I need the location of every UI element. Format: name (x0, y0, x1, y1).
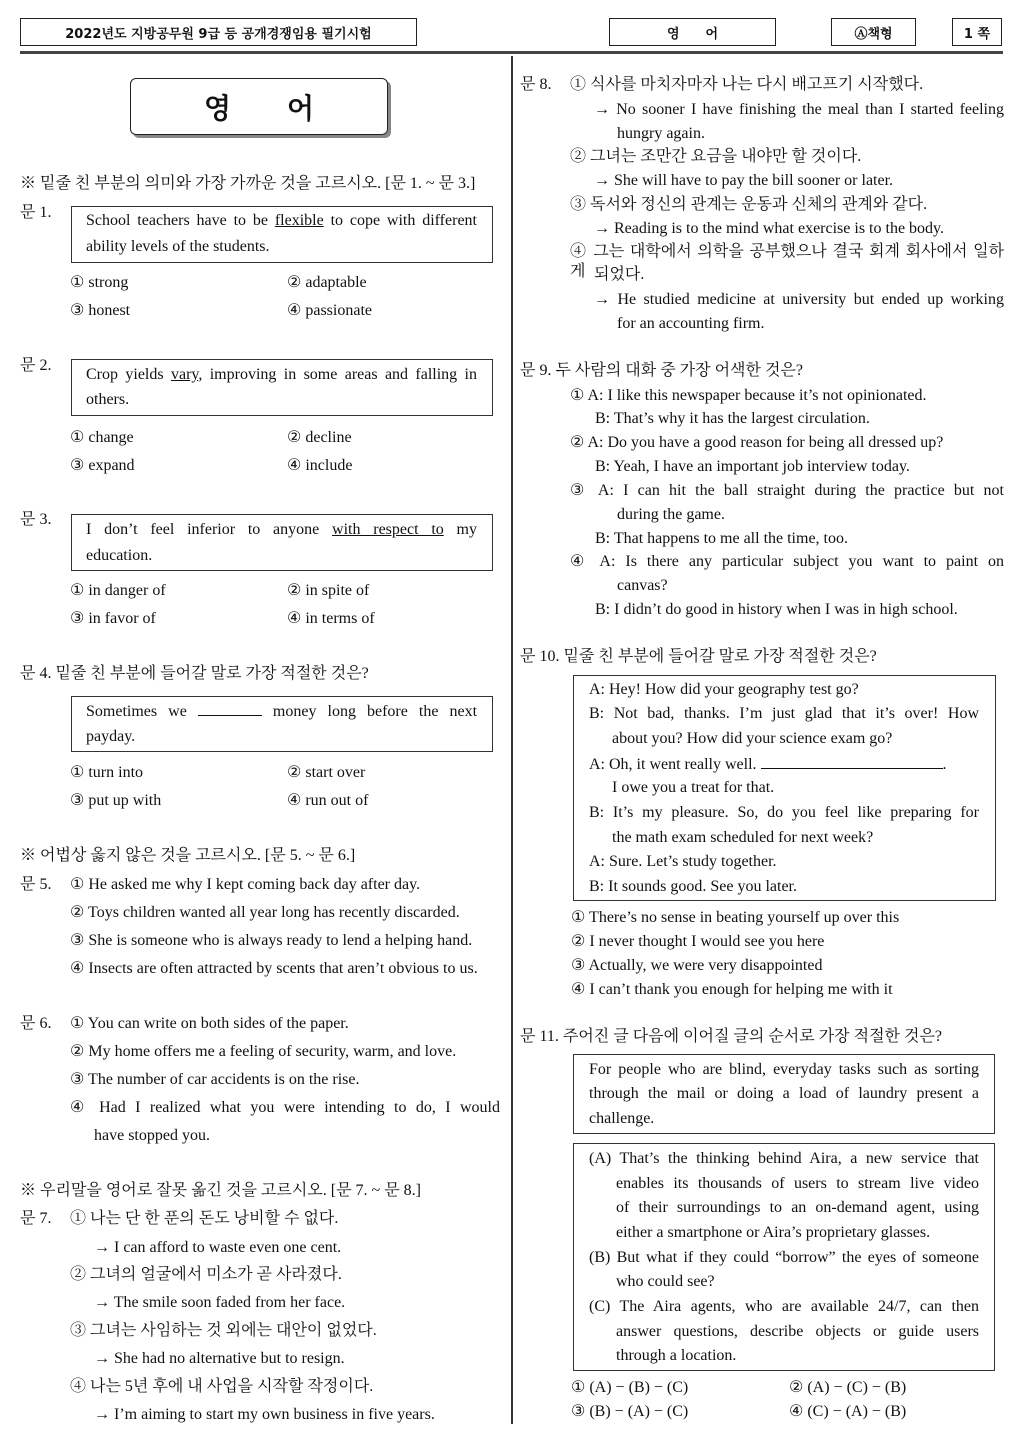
passage-line: challenge. (589, 1110, 655, 1127)
q3-option-3[interactable]: ③ in favor of (70, 610, 156, 627)
q7-option-3-english: → She had no alternative but to resign. (94, 1350, 345, 1367)
q9-option-1-b: B: That’s why it has the largest circulation. (595, 410, 870, 427)
q9-header: 문 9. 두 사람의 대화 중 가장 어색한 것은? (520, 362, 803, 379)
dialogue-line: B: Not bad, thanks. I’m just glad that it’s over! How (589, 705, 979, 722)
q2-line1: Crop yields vary, improving in some areas and falling in (86, 366, 478, 383)
dialogue-line: A: Oh, it went really well. . (589, 756, 947, 773)
q5-option-2[interactable]: ② Toys children wanted all year long has recently discarded. (70, 904, 460, 921)
booklet-type: Ⓐ책형 (831, 18, 916, 46)
q1-option-4[interactable]: ④ passionate (287, 302, 372, 319)
passage-line: of their surroundings to an on-demand agent, using (616, 1199, 979, 1216)
instruction-2: ※ 어법상 옳지 않은 것을 고르시오. [문 5. ~ 문 6.] (20, 847, 356, 864)
q11-option-2[interactable]: ② (A) − (C) − (B) (789, 1379, 907, 1396)
q8-option-4-english-cont: for an accounting firm. (617, 315, 765, 332)
q8-option-4-cont: 되었다. (594, 266, 645, 283)
dialogue-line: A: Hey! How did your geography test go? (589, 681, 859, 698)
q4-option-2[interactable]: ② start over (287, 764, 366, 781)
q7-option-4[interactable]: ④ 나는 5년 후에 내 사업을 시작할 작정이다. (70, 1378, 374, 1395)
q3-option-4[interactable]: ④ in terms of (287, 610, 375, 627)
q6-option-4-cont: have stopped you. (94, 1127, 210, 1144)
q8-option-2-english: → She will have to pay the bill sooner or later. (594, 172, 894, 189)
passage-line: answer questions, describe objects or guide users (616, 1323, 979, 1340)
q3-number: 문 3. (20, 511, 52, 528)
q1-option-2[interactable]: ② adaptable (287, 274, 367, 291)
q6-option-2[interactable]: ② My home offers me a feeling of security, warm, and love. (70, 1043, 457, 1060)
q4-option-1[interactable]: ① turn into (70, 764, 144, 781)
q10-option-2[interactable]: ② I never thought I would see you here (571, 933, 825, 950)
q3-line1: I don’t feel inferior to anyone with respect to my (86, 521, 477, 538)
q5-number: 문 5. (20, 876, 52, 893)
q6-option-4[interactable]: ④ Had I realized what you were intending to do, I would (70, 1099, 500, 1116)
dialogue-line: the math exam scheduled for next week? (612, 829, 874, 846)
q9-option-4[interactable]: ④ A: Is there any particular subject you want to paint on (570, 553, 1004, 570)
passage-line: (C) The Aira agents, who are available 24/7, can then (589, 1298, 979, 1315)
q7-option-4-english: → I’m aiming to start my own business in five years. (94, 1406, 435, 1423)
q2-option-3[interactable]: ③ expand (70, 457, 135, 474)
q9-option-2-b: B: Yeah, I have an important job interview today. (595, 458, 910, 475)
q4-option-3[interactable]: ③ put up with (70, 792, 162, 809)
q7-option-2-english: → The smile soon faded from her face. (94, 1294, 346, 1311)
q7-option-3[interactable]: ③ 그녀는 사임하는 것 외에는 대안이 없었다. (70, 1322, 377, 1339)
q10-option-4[interactable]: ④ I can’t thank you enough for helping me with it (571, 981, 893, 998)
q8-option-4-english: → He studied medicine at university but ended up working (594, 291, 1004, 308)
q8-option-1-english-cont: hungry again. (617, 125, 705, 142)
answer-blank (198, 701, 262, 716)
answer-blank (761, 754, 943, 769)
q4-line1: Sometimes we money long before the next (86, 703, 478, 720)
q8-option-1[interactable]: ① 식사를 마치자마자 나는 다시 배고프기 시작했다. (570, 76, 924, 93)
q11-option-1[interactable]: ① (A) − (B) − (C) (571, 1379, 689, 1396)
q7-option-1[interactable]: ① 나는 단 한 푼의 돈도 낭비할 수 없다. (70, 1210, 339, 1227)
q10-option-3[interactable]: ③ Actually, we were very disappointed (571, 957, 823, 974)
instruction-3: ※ 우리말을 영어로 잘못 옮긴 것을 고르시오. [문 7. ~ 문 8.] (20, 1182, 421, 1199)
q1-option-3[interactable]: ③ honest (70, 302, 131, 319)
instruction-1: ※ 밑줄 친 부분의 의미와 가장 가까운 것을 고르시오. [문 1. ~ 문 3.] (20, 175, 476, 192)
q9-option-3-b: B: That happens to me all the time, too. (595, 530, 848, 547)
q3-line2: education. (86, 547, 153, 564)
q1-line1: School teachers have to be flexible to cope with different (86, 212, 477, 229)
q7-option-2[interactable]: ② 그녀의 얼굴에서 미소가 곧 사라졌다. (70, 1266, 342, 1283)
passage-line: For people who are blind, everyday tasks such as sorting (589, 1061, 979, 1078)
q1-option-1[interactable]: ① strong (70, 274, 129, 291)
q5-option-4[interactable]: ④ Insects are often attracted by scents that aren’t obvious to us. (70, 960, 478, 977)
q11-header: 문 11. 주어진 글 다음에 이어질 글의 순서로 가장 적절한 것은? (520, 1028, 943, 1045)
q9-option-4-cont: canvas? (617, 577, 668, 594)
q7-number: 문 7. (20, 1210, 52, 1227)
q10-header: 문 10. 밑줄 친 부분에 들어갈 말로 가장 적절한 것은? (520, 648, 877, 665)
q6-option-1[interactable]: ① You can write on both sides of the paper. (70, 1015, 349, 1032)
q4-line2: payday. (86, 728, 136, 745)
q6-option-3[interactable]: ③ The number of car accidents is on the rise. (70, 1071, 360, 1088)
q8-option-3[interactable]: ③ 독서와 정신의 관계는 운동과 신체의 관계와 같다. (570, 196, 928, 213)
passage-line: through the mail or doing a load of laundry present a (589, 1085, 979, 1102)
dialogue-line: about you? How did your science exam go? (612, 730, 893, 747)
q8-option-1-english: → No sooner I have finishing the meal than I started feeling (594, 101, 1004, 118)
q9-option-1[interactable]: ① A: I like this newspaper because it’s not opinionated. (570, 387, 927, 404)
subject-title: 영 어 (130, 78, 388, 135)
q5-option-3[interactable]: ③ She is someone who is always ready to lend a helping hand. (70, 932, 473, 949)
q4-header: 문 4. 밑줄 친 부분에 들어갈 말로 가장 적절한 것은? (20, 665, 369, 682)
exam-title: 2022년도 지방공무원 9급 등 공개경쟁임용 필기시험 (20, 18, 417, 46)
q2-option-1[interactable]: ① change (70, 429, 134, 446)
q9-option-3-cont: during the game. (617, 506, 725, 523)
dialogue-line: B: It sounds good. See you later. (589, 878, 797, 895)
q8-option-4[interactable]: ④ 그는 대학에서 의학을 공부했으나 결국 회계 회사에서 일하게 (570, 243, 1004, 280)
q9-option-3[interactable]: ③ A: I can hit the ball straight during the practice but not (570, 482, 1004, 499)
passage-line: either a smartphone or Aira’s proprietary glasses. (616, 1224, 931, 1241)
passage-line: (B) But what if they could “borrow” the eyes of someone (589, 1249, 979, 1266)
q11-option-3[interactable]: ③ (B) − (A) − (C) (571, 1403, 689, 1420)
passage-line: enables its thousands of users to stream live video (616, 1175, 979, 1192)
q2-option-2[interactable]: ② decline (287, 429, 352, 446)
dialogue-line: I owe you a treat for that. (612, 779, 775, 796)
page-number: 1 쪽 (952, 18, 1002, 46)
q2-line2: others. (86, 391, 130, 408)
column-divider (511, 56, 513, 1424)
q8-option-2[interactable]: ② 그녀는 조만간 요금을 내야만 할 것이다. (570, 148, 862, 165)
q9-option-4-b: B: I didn’t do good in history when I was in high school. (595, 601, 958, 618)
q11-option-4[interactable]: ④ (C) − (A) − (B) (789, 1403, 907, 1420)
q10-option-1[interactable]: ① There’s no sense in beating yourself up over this (571, 909, 900, 926)
passage-line: (A) That’s the thinking behind Aira, a new service that (589, 1150, 979, 1167)
q1-line2: ability levels of the students. (86, 238, 270, 255)
passage-line: through a location. (616, 1347, 737, 1364)
dialogue-line: B: It’s my pleasure. So, do you feel like preparing for (589, 804, 979, 821)
q3-option-1[interactable]: ① in danger of (70, 582, 166, 599)
q9-option-2[interactable]: ② A: Do you have a good reason for being all dressed up? (570, 434, 944, 451)
q1-number: 문 1. (20, 204, 52, 221)
dialogue-line: A: Sure. Let’s study together. (589, 853, 777, 870)
subject-label: 영 어 (609, 18, 776, 46)
q2-number: 문 2. (20, 357, 52, 374)
q8-number: 문 8. (520, 76, 552, 93)
q4-option-4[interactable]: ④ run out of (287, 792, 369, 809)
q2-option-4[interactable]: ④ include (287, 457, 353, 474)
header-rule (20, 51, 1003, 54)
q6-number: 문 6. (20, 1015, 52, 1032)
q3-option-2[interactable]: ② in spite of (287, 582, 370, 599)
passage-line: who could see? (616, 1273, 715, 1290)
q8-option-3-english: → Reading is to the mind what exercise is to the body. (594, 220, 945, 237)
q7-option-1-english: → I can afford to waste even one cent. (94, 1239, 342, 1256)
q5-option-1[interactable]: ① He asked me why I kept coming back day after day. (70, 876, 421, 893)
